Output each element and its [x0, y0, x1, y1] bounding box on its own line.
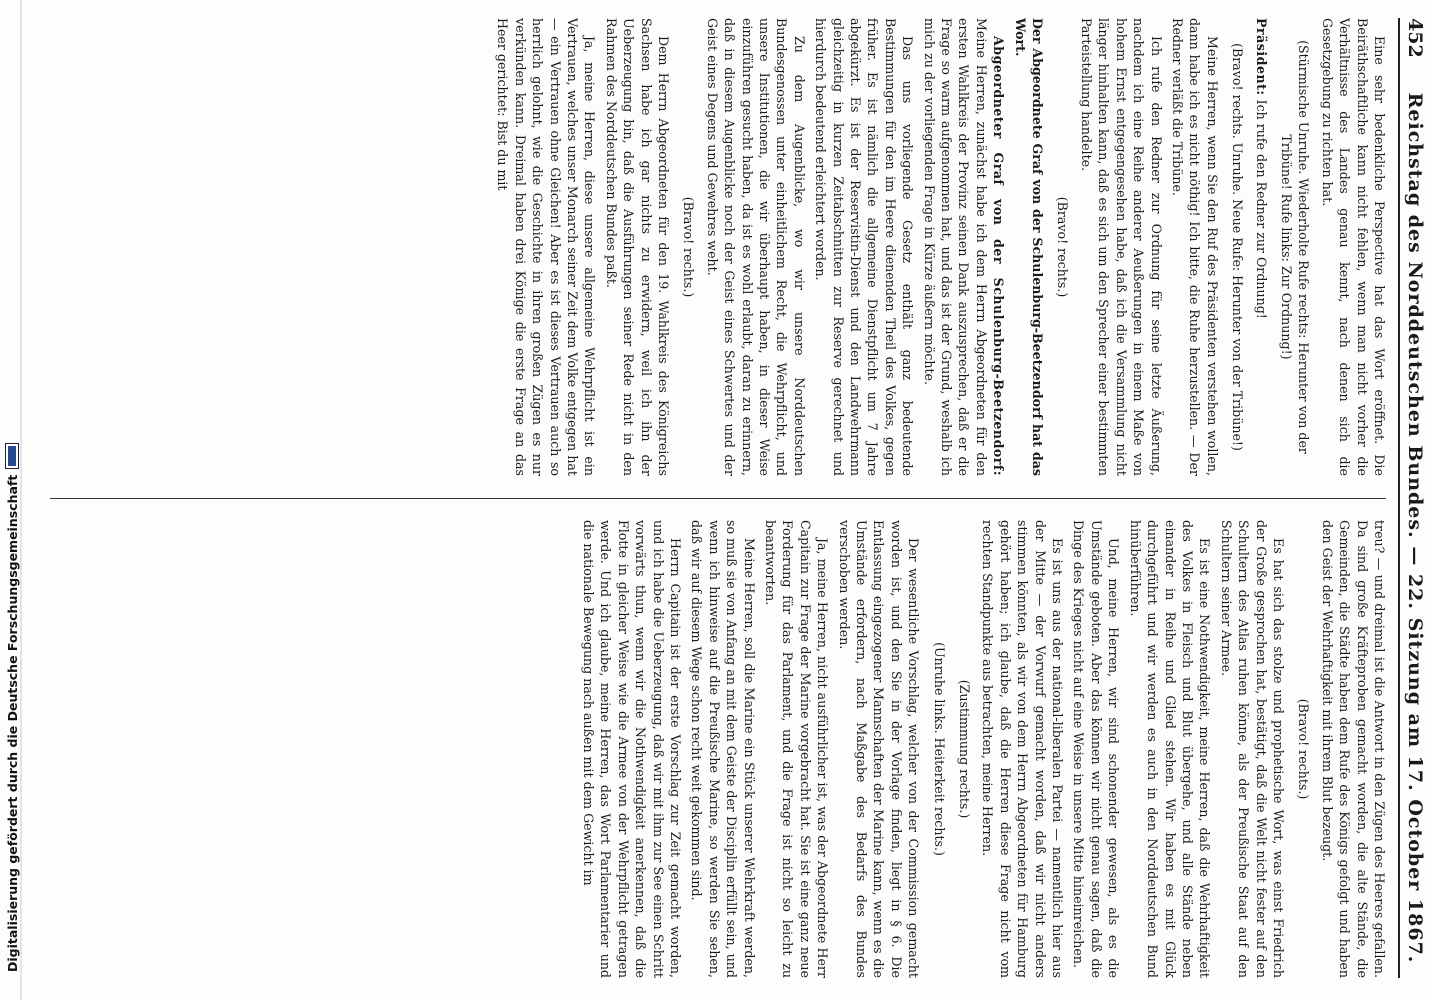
paragraph: Und, meine Herren, wir sind schonender gewesen, als es die Umstände geboten. Aber das können wir nicht genau sagen, daß die Dinge des Krieges nicht auf eine Weise in unsere Mitte hineinreichen. [1071, 520, 1122, 978]
paragraph: Das uns vorliegende Gesetz enthält ganz bedeutende Bestimmungen für den im Heere dienenden Theil des Volkes, gegen früher. Es ist nämlich die allgemeine Dienstpflicht um 7 Jahre abgekürzt. Es ist der Reservistin-Dienst und den Landwehrmann gleichzeitig in kurzen Zeitabschnitten zur Reserve gerechnet und hierdurch bedeutend erleichtert worden. [813, 18, 916, 476]
speaker-name: Präsident: [1253, 18, 1269, 96]
paragraph: Meine Herren, wenn Sie den Ruf des Präsidenten verstehen wollen, dann habe ich es nicht nöthig! Ich bitte, die Ruhe herzustellen. — Der Redner verläßt die Tribüne. [1169, 18, 1220, 476]
paragraph: Es ist uns aus der national-liberalen Partei — namentlich hier aus der Mitte — der Vorwurf gemacht worden, daß wir nicht anders stimmen könnten, als wir von dem Herrn Abgeordneten für Hamburg gehört haben; ich glaube, daß die Herren diese Frage nicht vom rechten Standpunkte aus betrachten, meine Herren. [980, 520, 1066, 978]
paragraph: Ich rufe den Redner zur Ordnung für seine letzte Äußerung, nachdem ich eine Reihe anderer Aeußerungen in einem Maße von hohem Ernst entgegengesehen habe, daß ich die Versammlung nicht länger hinhalten kann, daß es sich um den Sprecher einer bestimmten Parteistellung handelte. [1078, 18, 1164, 476]
digitization-credit [2, 372, 22, 972]
paragraph: Es hat sich das stolze und prophetische Wort, was einst Friedrich der Große gesprochen hat, bestätigt, daß die Welt nicht fester auf den Schultern des Atlas ruhen könne, als der Preußische Staat auf den Schultern seiner Armee. [1218, 520, 1286, 978]
section-announcement: Der Abgeordnete Graf von der Schulenburg-Beetzendorf hat das Wort. [1012, 18, 1046, 476]
left-column [48, 18, 1388, 476]
stage-direction: (Unruhe links. Heiterkeit rechts.) [931, 642, 947, 856]
paragraph: Der wesentliche Vorschlag, welcher von der Commission gemacht worden ist, und den Sie in der Vorlage finden, liegt in § 6. Die Entlassung eingezogener Mannschaften der Marine kann, wenn es die Umstände erfordern, nach Maßgabe des Bedarfs des Bundes verschoben werden. [836, 520, 922, 978]
stage-direction: (Bravo! rechts.) [681, 196, 697, 298]
rotated-page-content [40, 18, 1432, 978]
stage-direction: (Stürmische Unruhe. Wiederholte Rufe rechts: Herunter von der Tribüne! Rufe links: Zur Ordnung!) [1278, 40, 1312, 454]
stage-direction: (Bravo! rechts.) [1296, 698, 1312, 800]
page-header [1398, 18, 1432, 978]
paragraph: Es ist eine Nothwendigkeit, meine Herren, daß die Wehrhaftigkeit des Volkes in Fleisch und Blut übergehe, und alle Stände neben einander in Reihe und Glied stehen. Wir haben es mit Glück durchgeführt und wir werden es auch in den Norddeutschen Bund hinüberführen. [1127, 520, 1213, 978]
paragraph: Herrn Capitain ist der erste Vorschlag zur Zeit gemacht worden, und ich habe die Ueberzeugung, daß wir mit ihm zur See einen Schritt vorwärts thun, wenn wir die Nothwendigkeit anerkennen, daß die Flotte in gleicher Weise wie die Armee von der Wehrpflicht getragen werde. Und ich glaube, meine Herren, das Wort Parlamentarier und die nationale Bewegung nach außen mit dem Gewicht im [580, 520, 683, 978]
speech-text: Ich rufe den Redner zur Ordnung! [1253, 99, 1269, 319]
stage-direction: (Bravo! rechts. Unruhe. Neue Rufe: Herunter von der Tribüne!) [1230, 43, 1246, 451]
paragraph: Dem Herrn Abgeordneten für den 19. Wahlkreis des Königreichs Sachsen habe ich gar nichts zu erwidern, weil ich ihn der Ueberzeugung bin, daß die Ausführungen seiner Rede nicht in den Rahmen des Norddeutschen Bundes paßt. [603, 18, 671, 476]
speaker-name: Abgeordneter Graf von der Schulenburg-Beetzendorf: [991, 36, 1007, 476]
paragraph: Eine sehr bedenkliche Perspective hat das Wort eröffnet. Die Beiräthschaftliche kann nicht fehlen, wenn man nicht vorher die Verhältnisse des Landes genau kennt, nach denen sich die Gesetzgebung zu richten hat. [1319, 18, 1387, 476]
right-column [48, 520, 1388, 978]
page-number: 452 [1404, 18, 1426, 58]
stage-direction: (Zustimmung rechts.) [957, 679, 973, 819]
credit-text: Digitalisierung gefördert durch die Deutsche Forschungsgemeinschaft [4, 474, 20, 972]
speaker-paragraph [1252, 18, 1269, 476]
speaker-paragraph [920, 18, 1007, 476]
paragraph: Meine Herren, soll die Marine ein Stück unserer Wehrkraft werden, so muß sie von Anfang an mit dem Geiste der Disciplin erfüllt sein, und wenn ich hinweise auf die Preußische Marine, so werden Sie sehen, daß wir auf diesem Wege schon recht weit gekommen sind. [689, 520, 757, 978]
column-divider [50, 498, 1386, 499]
paragraph: Ja, meine Herren, diese unsere allgemeine Wehrpflicht ist ein Vertrauen, welches unser Monarch seiner Zeit dem Volke entgegen hat — ein Vertrauen ohne Gleichen! Aber es ist dieses Vertrauen auch so herrlich gelohnt, wie die Geschichte in ihren großen Zügen es nur verkünden kann. Dreimal haben drei Könige die erste Frage an das Heer gerichtet: Bist du mit [495, 18, 598, 476]
paragraph: treu? — und dreimal ist die Antwort in den Zügen des Heeres gefallen. Da sind große Kräfteproben gemacht worden, die alte Stände, die Gemeinden, die Städte haben dem Rufe des Königs gefolgt und haben den Geist der Wehrhaftigkeit mit ihrem Blut bezeugt. [1319, 520, 1387, 978]
header-title: Reichstag des Norddeutschen Bundes. — 22. Sitzung am 17. October 1867. [1404, 92, 1426, 964]
dfg-logo-icon [5, 443, 19, 469]
stage-direction: (Bravo! rechts.) [1055, 196, 1071, 298]
speech-text: Meine Herren, zunächst habe ich dem Herrn Abgeordneten für den ersten Wahlkreis der Provinz seinen Dank auszusprechen, daß er die Frage so warm aufgenommen hat, und das ist der Grund, weshalb ich mich zu der vorliegenden Frage in Kürze äußern möchte. [921, 18, 989, 476]
paragraph: Zu dem Augenblicke, wo wir unsere Norddeutschen Bundesgenossen unter einheitlichem Recht, die Wehrpflicht, und unsere Institutionen, die wir überhaupt haben, in dieser Weise einzuführen gesucht haben, da ist es wohl erlaubt, daran zu erinnern, daß in diesem Augenblicke noch der Geist eines Schwertes und der Geist eines Degens und Gewehres weht. [704, 18, 807, 476]
paragraph: Ja, meine Herren, nicht ausführlicher ist, was der Abgeordnete Herr Capitain zur Frage der Marine vorgebracht hat. Sie ist eine ganz neue Forderung für das Parlament, und die Frage ist nicht so leicht zu beantworten. [763, 520, 831, 978]
